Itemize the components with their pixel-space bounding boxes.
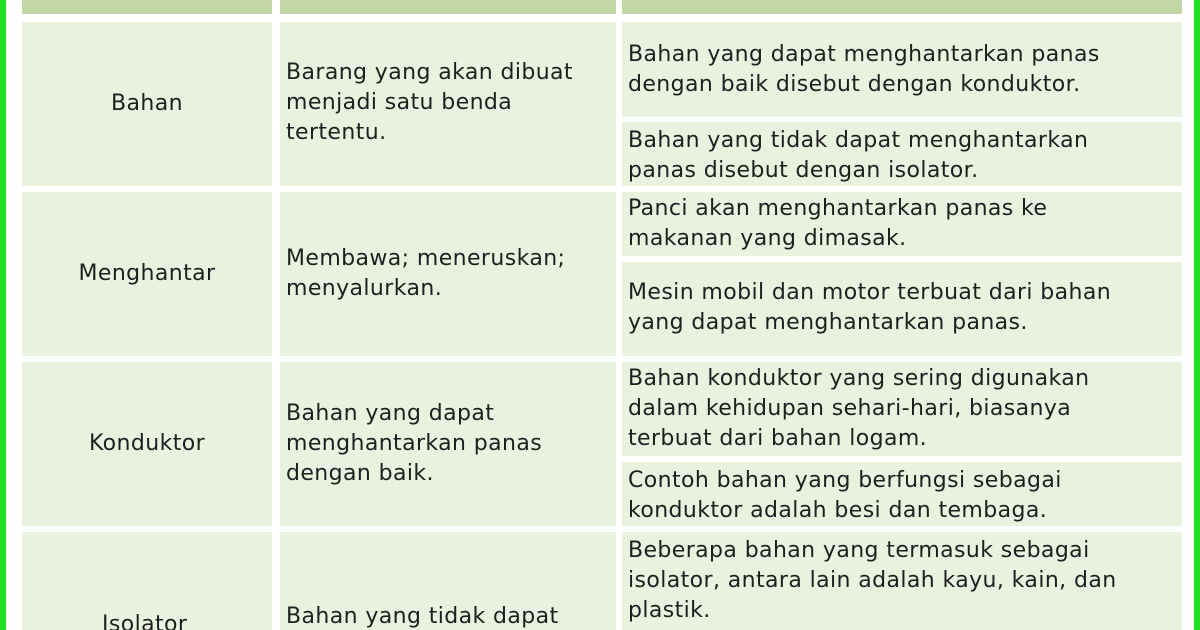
example-text: Panci akan menghantarkan panas ke makanan yang dimasak. <box>628 196 1048 251</box>
example-text: Beberapa bahan yang termasuk sebagai isolator, antara lain adalah kayu, kain, dan plastik. <box>628 538 1117 623</box>
meaning-text: Membawa; meneruskan; menyalurkan. <box>286 246 566 301</box>
example-text: Bahan konduktor yang sering digunakan dalam kehidupan sehari-hari, biasanya terbuat dari bahan logam. <box>628 366 1090 451</box>
table-row-meaning <box>280 192 616 356</box>
header-cell-meaning <box>280 0 616 14</box>
word-text: Menghantar <box>78 261 216 286</box>
meaning-text: Bahan yang dapat menghantarkan panas dengan baik. <box>286 401 543 486</box>
word-text: Isolator <box>102 612 188 630</box>
table-row-example <box>622 362 1182 456</box>
table-row-word <box>22 22 272 186</box>
meaning-text: Bahan yang tidak dapat <box>286 604 559 629</box>
header-cell-word <box>22 0 272 14</box>
table-row-example <box>622 532 1182 630</box>
meaning-text: Barang yang akan dibuat menjadi satu benda tertentu. <box>286 60 573 145</box>
table-row-example <box>622 262 1182 356</box>
example-text: Contoh bahan yang berfungsi sebagai konduktor adalah besi dan tembaga. <box>628 468 1062 523</box>
word-text: Bahan <box>111 91 183 116</box>
table-row-example <box>622 22 1182 117</box>
table-row-example <box>622 192 1182 256</box>
table-row-meaning <box>280 22 616 186</box>
example-text: Mesin mobil dan motor terbuat dari bahan yang dapat menghantarkan panas. <box>628 280 1112 335</box>
table-row-meaning <box>280 532 616 630</box>
table-row-meaning <box>280 362 616 526</box>
example-text: Bahan yang tidak dapat menghantarkan panas disebut dengan isolator. <box>628 128 1089 183</box>
example-text: Bahan yang dapat menghantarkan panas dengan baik disebut dengan konduktor. <box>628 42 1100 97</box>
word-text: Konduktor <box>88 431 206 456</box>
table-row-word <box>22 192 272 356</box>
header-cell-example <box>622 0 1182 14</box>
table-row-example <box>622 122 1182 186</box>
vocabulary-table <box>6 0 1194 630</box>
table-row-word <box>22 362 272 526</box>
table-row-example <box>622 462 1182 526</box>
table-row-word <box>22 532 272 630</box>
